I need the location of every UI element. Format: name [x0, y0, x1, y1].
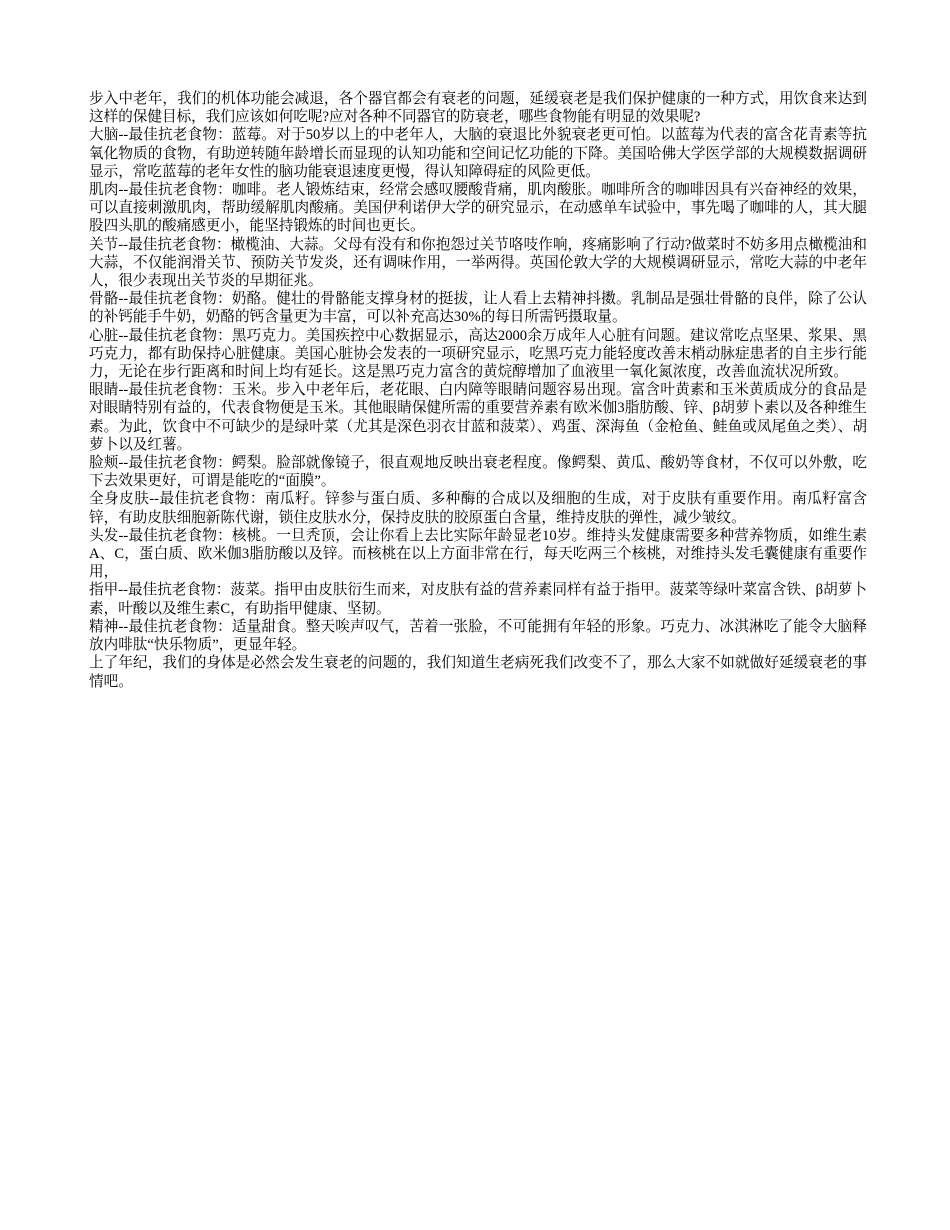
closing-paragraph: 上了年纪，我们的身体是必然会发生衰老的问题的，我们知道生老病死我们改变不了，那么大家不如就做好延缓衰老的事情吧。 — [89, 655, 867, 690]
paragraph-skin: 全身皮肤--最佳抗老食物：南瓜籽。锌参与蛋白质、多种酶的合成以及细胞的生成，对于皮肤有重要作用。南瓜籽富含锌，有助皮肤细胞新陈代谢，锁住皮肤水分，保持皮肤的胶原蛋白含量，维持皮肤的弹性，减少皱纹。 — [89, 491, 867, 526]
paragraph-joints: 关节--最佳抗老食物：橄榄油、大蒜。父母有没有和你抱怨过关节咯吱作响，疼痛影响了行动?做菜时不妨多用点橄榄油和大蒜，不仅能润滑关节、预防关节发炎，还有调味作用，一举两得。英国伦敦大学的大规模调研显示，常吃大蒜的中老年人，很少表现出关节炎的早期征兆。 — [89, 236, 867, 290]
intro-paragraph: 步入中老年，我们的机体功能会减退，各个器官都会有衰老的问题，延缓衰老是我们保护健康的一种方式，用饮食来达到这样的保健目标，我们应该如何吃呢?应对各种不同器官的防衰老，哪些食物能有明显的效果呢? — [89, 91, 867, 126]
paragraph-face: 脸颊--最佳抗老食物：鳄梨。脸部就像镜子，很直观地反映出衰老程度。像鳄梨、黄瓜、酸奶等食材，不仅可以外敷，吃下去效果更好，可谓是能吃的“面膜”。 — [89, 455, 867, 490]
paragraph-eyes: 眼睛--最佳抗老食物：玉米。步入中老年后，老花眼、白内障等眼睛问题容易出现。富含叶黄素和玉米黄质成分的食品是对眼睛特别有益的，代表食物便是玉米。其他眼睛保健所需的重要营养素有欧米伽3脂肪酸、锌、β胡萝卜素以及各种维生素。为此，饮食中不可缺少的是绿叶菜（尤其是深色羽衣甘蓝和菠菜）、鸡蛋、深海鱼（金枪鱼、鲑鱼或凤尾鱼之类）、胡萝卜以及红薯。 — [89, 382, 867, 453]
paragraph-bones: 骨骼--最佳抗老食物：奶酪。健壮的骨骼能支撑身材的挺拔，让人看上去精神抖擞。乳制品是强壮骨骼的良伴，除了公认的补钙能手牛奶，奶酪的钙含量更为丰富，可以补充高达30%的每日所需钙摄取量。 — [89, 291, 867, 326]
paragraph-hair: 头发--最佳抗老食物：核桃。一旦秃顶，会让你看上去比实际年龄显老10岁。维持头发健康需要多种营养物质，如维生素A、C，蛋白质、欧米伽3脂肪酸以及锌。而核桃在以上方面非常在行，每天吃两三个核桃，对维持头发毛囊健康有重要作用， — [89, 527, 867, 581]
paragraph-heart: 心脏--最佳抗老食物：黑巧克力。美国疾控中心数据显示，高达2000余万成年人心脏有问题。建议常吃点坚果、浆果、黑巧克力，都有助保持心脏健康。美国心脏协会发表的一项研究显示，吃黑巧克力能轻度改善末梢动脉症患者的自主步行能力，无论在步行距离和时间上均有延长。这是黑巧克力富含的黄烷醇增加了血液里一氧化氮浓度，改善血流状况所致。 — [89, 327, 867, 381]
paragraph-mood: 精神--最佳抗老食物：适量甜食。整天唉声叹气，苦着一张脸，不可能拥有年轻的形象。巧克力、冰淇淋吃了能令大脑释放内啡肽“快乐物质”，更显年轻。 — [89, 618, 867, 654]
paragraph-muscle: 肌肉--最佳抗老食物：咖啡。老人锻炼结束，经常会感叹腰酸背痛，肌肉酸胀。咖啡所含的咖啡因具有兴奋神经的效果，可以直接刺激肌肉，帮助缓解肌肉酸痛。美国伊利诺伊大学的研究显示，在动感单车试验中，事先喝了咖啡的人，其大腿股四头肌的酸痛感更小，能坚持锻炼的时间也更长。 — [89, 182, 867, 235]
paragraph-nails: 指甲--最佳抗老食物：菠菜。指甲由皮肤衍生而来，对皮肤有益的营养素同样有益于指甲。菠菜等绿叶菜富含铁、β胡萝卜素，叶酸以及维生素C，有助指甲健康、坚韧。 — [89, 582, 867, 617]
document-body — [89, 90, 867, 691]
paragraph-brain: 大脑--最佳抗老食物：蓝莓。对于50岁以上的中老年人，大脑的衰退比外貌衰老更可怕。以蓝莓为代表的富含花青素等抗氧化物质的食物，有助逆转随年龄增长而显现的认知功能和空间记忆功能的下降。美国哈佛大学医学部的大规模数据调研显示，常吃蓝莓的老年女性的脑功能衰退速度更慢，得认知障碍症的风险更低。 — [89, 127, 867, 180]
